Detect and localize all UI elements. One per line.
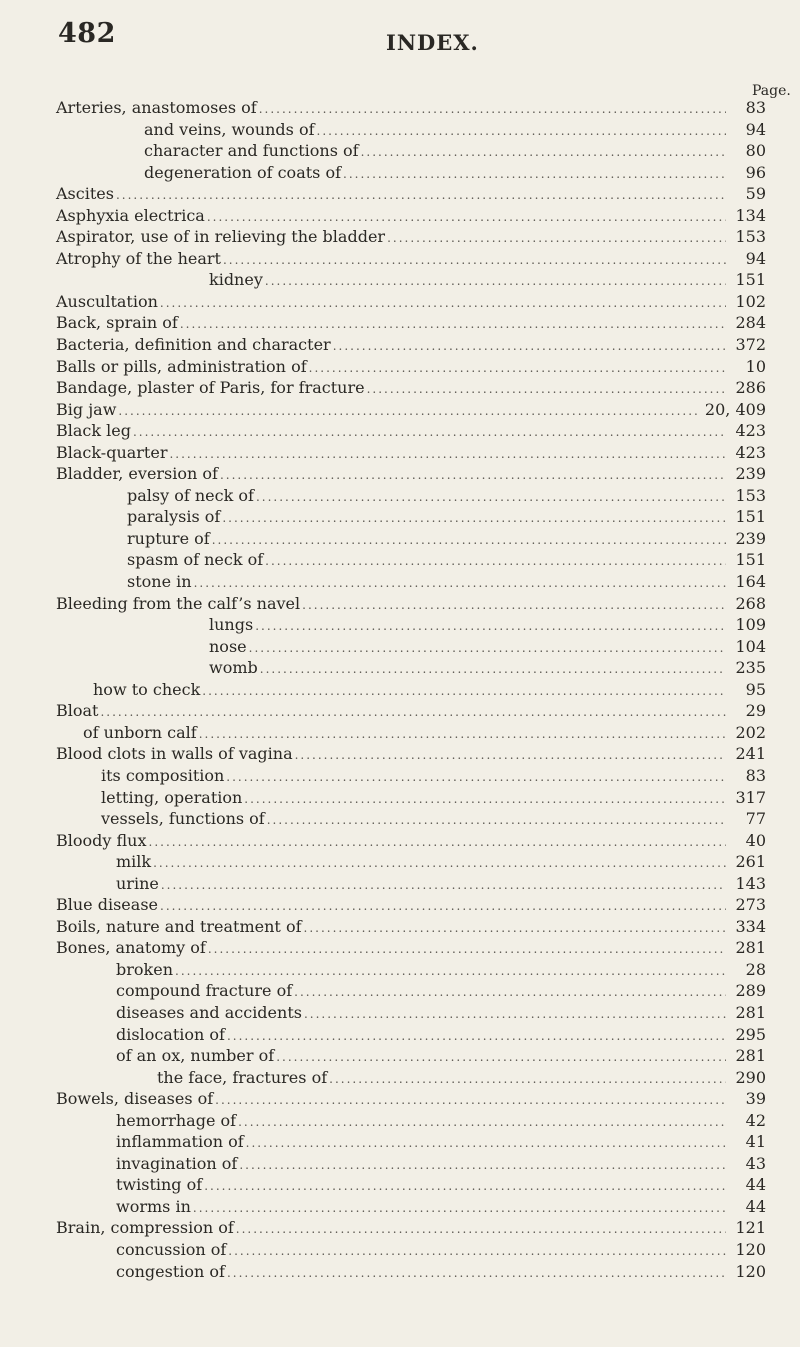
index-entry: [56, 743, 766, 765]
index-entry: [56, 1002, 766, 1024]
entry-term: invagination of: [116, 1153, 238, 1173]
index-entry: [56, 851, 766, 873]
dot-leader: [236, 1219, 726, 1241]
dot-leader: [228, 1241, 726, 1263]
entry-page: 164: [735, 572, 766, 592]
entry-page: 281: [735, 1002, 766, 1022]
dot-leader: [239, 1155, 726, 1177]
index-entry: [56, 593, 766, 615]
entry-page: 317: [735, 787, 766, 807]
entry-page: 334: [735, 916, 766, 936]
dot-leader: [265, 271, 726, 293]
entry-page: 104: [735, 636, 766, 656]
dot-leader: [215, 1090, 726, 1112]
entry-term: Black leg: [56, 421, 131, 441]
entry-page: 94: [745, 248, 766, 268]
dot-leader: [133, 422, 726, 444]
entry-page: 80: [745, 141, 766, 161]
index-entry: [56, 162, 766, 184]
entry-page: 153: [735, 485, 766, 505]
index-entry: [56, 1110, 766, 1132]
entry-page: 284: [735, 313, 766, 333]
dot-leader: [227, 1026, 726, 1048]
entry-term: how to check: [93, 679, 201, 699]
entry-term: Ascites: [56, 184, 114, 204]
index-entry: [56, 1153, 766, 1175]
dot-leader: [343, 164, 726, 186]
entry-page: 77: [745, 809, 766, 829]
entry-term: the face, fractures of: [157, 1067, 328, 1087]
index-entries: [56, 97, 766, 1282]
index-entry: [56, 679, 766, 701]
entry-term: Atrophy of the heart: [56, 248, 221, 268]
index-entry: [56, 1131, 766, 1153]
dot-leader: [294, 982, 726, 1004]
index-entry: [56, 226, 766, 248]
entry-page: 239: [735, 464, 766, 484]
dot-leader: [244, 789, 726, 811]
entry-term: dislocation of: [116, 1024, 225, 1044]
entry-term: vessels, functions of: [101, 809, 265, 829]
entry-page: 59: [745, 184, 766, 204]
dot-leader: [116, 185, 726, 207]
entry-page: 134: [735, 205, 766, 225]
dot-leader: [329, 1069, 726, 1091]
dot-leader: [309, 358, 726, 380]
entry-page: 372: [735, 335, 766, 355]
index-entry: [56, 549, 766, 571]
dot-leader: [149, 832, 726, 854]
entry-term: Aspirator, use of in relieving the bladder: [56, 227, 386, 247]
entry-term: Bleeding from the calf’s navel: [56, 593, 301, 613]
entry-term: broken: [116, 959, 173, 979]
index-entry: [56, 119, 766, 141]
dot-leader: [227, 1263, 726, 1285]
entry-term: nose: [209, 636, 247, 656]
dot-leader: [238, 1112, 726, 1134]
entry-term: urine: [116, 873, 159, 893]
index-entry: [56, 959, 766, 981]
dot-leader: [260, 659, 726, 681]
entry-term: character and functions of: [144, 141, 359, 161]
entry-page: 109: [735, 615, 766, 635]
entry-term: Back, sprain of: [56, 313, 178, 333]
index-entry: [56, 528, 766, 550]
entry-term: paralysis of: [127, 507, 221, 527]
entry-term: lungs: [209, 615, 254, 635]
dot-leader: [249, 638, 726, 660]
entry-page: 102: [735, 291, 766, 311]
index-entry: [56, 1045, 766, 1067]
dot-leader: [333, 336, 726, 358]
entry-term: congestion of: [116, 1261, 225, 1281]
dot-leader: [204, 1176, 726, 1198]
entry-page: 151: [735, 550, 766, 570]
dot-leader: [160, 293, 726, 315]
dot-leader: [207, 207, 726, 229]
page-column-label: Page.: [752, 83, 791, 99]
index-entry: [56, 356, 766, 378]
dot-leader: [276, 1047, 726, 1069]
entry-page: 121: [735, 1218, 766, 1238]
dot-leader: [153, 853, 726, 875]
entry-term: kidney: [209, 270, 263, 290]
entry-term: Big jaw: [56, 399, 117, 419]
dot-leader: [317, 121, 726, 143]
index-entry: [56, 442, 766, 464]
index-entry: [56, 894, 766, 916]
index-entry: [56, 1217, 766, 1239]
entry-term: milk: [116, 852, 152, 872]
index-entry: [56, 614, 766, 636]
dot-leader: [223, 250, 726, 272]
dot-leader: [361, 142, 726, 164]
entry-page: 153: [735, 227, 766, 247]
entry-term: womb: [209, 658, 258, 678]
index-entry: [56, 830, 766, 852]
entry-term: Boils, nature and treatment of: [56, 916, 302, 936]
dot-leader: [208, 939, 726, 961]
index-entry: [56, 1261, 766, 1283]
entry-term: letting, operation: [101, 787, 243, 807]
entry-page: 94: [745, 119, 766, 139]
entry-page: 44: [745, 1175, 766, 1195]
entry-page: 83: [745, 98, 766, 117]
entry-page: 289: [735, 981, 766, 1001]
entry-page: 10: [745, 356, 766, 376]
index-entry: [56, 571, 766, 593]
entry-term: of unborn calf: [83, 722, 197, 742]
dot-leader: [161, 875, 726, 897]
dot-leader: [304, 918, 727, 940]
index-entry: [56, 248, 766, 270]
entry-term: Auscultation: [56, 291, 158, 311]
index-entry: [56, 506, 766, 528]
entry-term: palsy of neck of: [127, 485, 254, 505]
entry-page: 151: [735, 270, 766, 290]
entry-term: Bones, anatomy of: [56, 938, 206, 958]
entry-page: 29: [745, 701, 766, 721]
index-entry: [56, 636, 766, 658]
dot-leader: [212, 530, 726, 552]
entry-term: Bandage, plaster of Paris, for fracture: [56, 378, 365, 398]
entry-page: 43: [745, 1153, 766, 1173]
entry-page: 41: [745, 1132, 766, 1152]
index-entry: [56, 1239, 766, 1261]
index-entry: [56, 205, 766, 227]
dot-leader: [160, 896, 726, 918]
entry-term: Blood clots in walls of vagina: [56, 744, 293, 764]
entry-page: 39: [745, 1089, 766, 1109]
entry-page: 241: [735, 744, 766, 764]
entry-page: 40: [745, 830, 766, 850]
dot-leader: [199, 724, 726, 746]
entry-page: 286: [735, 378, 766, 398]
entry-page: 95: [745, 679, 766, 699]
entry-page: 268: [735, 593, 766, 613]
index-entry: [56, 1196, 766, 1218]
entry-term: Brain, compression of: [56, 1218, 234, 1238]
index-entry: [56, 873, 766, 895]
entry-page: 423: [735, 421, 766, 441]
index-entry: [56, 1067, 766, 1089]
entry-term: Black-quarter: [56, 442, 168, 462]
dot-leader: [193, 1198, 726, 1220]
entry-term: hemorrhage of: [116, 1110, 237, 1130]
index-entry: [56, 399, 766, 421]
entry-page: 290: [735, 1067, 766, 1087]
dot-leader: [302, 595, 726, 617]
index-entry: [56, 787, 766, 809]
page-number: 482: [58, 18, 116, 49]
index-entry: [56, 485, 766, 507]
index-entry: [56, 980, 766, 1002]
entry-page: 20, 409: [704, 399, 766, 419]
index-entry: [56, 722, 766, 744]
index-entry: [56, 183, 766, 205]
index-entry: [56, 916, 766, 938]
entry-term: worms in: [116, 1196, 191, 1216]
entry-term: twisting of: [116, 1175, 203, 1195]
index-entry: [56, 657, 766, 679]
entry-page: 143: [735, 873, 766, 893]
entry-term: diseases and accidents: [116, 1002, 302, 1022]
entry-term: Bloat: [56, 701, 99, 721]
entry-page: 281: [735, 1046, 766, 1066]
index-entry: [56, 700, 766, 722]
index-entry: [56, 97, 766, 119]
dot-leader: [304, 1004, 726, 1026]
entry-page: 44: [745, 1196, 766, 1216]
index-entry: [56, 1174, 766, 1196]
index-entry: [56, 420, 766, 442]
dot-leader: [255, 616, 726, 638]
index-entry: [56, 1088, 766, 1110]
entry-page: 120: [735, 1261, 766, 1281]
dot-leader: [100, 702, 726, 724]
dot-leader: [202, 681, 726, 703]
dot-leader: [169, 444, 726, 466]
index-entry: [56, 291, 766, 313]
index-entry: [56, 937, 766, 959]
index-entry: [56, 765, 766, 787]
entry-page: 96: [745, 162, 766, 182]
entry-term: degeneration of coats of: [144, 162, 342, 182]
entry-term: stone in: [127, 572, 192, 592]
dot-leader: [118, 401, 701, 423]
dot-leader: [180, 314, 726, 336]
dot-leader: [367, 379, 726, 401]
entry-page: 151: [735, 507, 766, 527]
entry-term: its composition: [101, 765, 225, 785]
entry-term: compound fracture of: [116, 981, 293, 1001]
entry-term: Bowels, diseases of: [56, 1089, 214, 1109]
dot-leader: [256, 487, 726, 509]
entry-page: 120: [735, 1239, 766, 1259]
entry-term: Bacteria, definition and character: [56, 335, 331, 355]
entry-term: concussion of: [116, 1239, 227, 1259]
index-entry: [56, 808, 766, 830]
index-entry: [56, 463, 766, 485]
entry-term: Balls or pills, administration of: [56, 356, 307, 376]
entry-page: 235: [735, 658, 766, 678]
dot-leader: [267, 810, 726, 832]
entry-page: 281: [735, 938, 766, 958]
entry-page: 295: [735, 1024, 766, 1044]
entry-term: Bloody flux: [56, 830, 147, 850]
entry-term: inflammation of: [116, 1132, 244, 1152]
entry-page: 423: [735, 442, 766, 462]
entry-term: Blue disease: [56, 895, 158, 915]
dot-leader: [265, 551, 726, 573]
entry-page: 83: [745, 765, 766, 785]
entry-page: 273: [735, 895, 766, 915]
entry-term: of an ox, number of: [116, 1046, 275, 1066]
entry-page: 28: [745, 959, 766, 979]
dot-leader: [295, 745, 726, 767]
dot-leader: [222, 508, 726, 530]
index-entry: [56, 1024, 766, 1046]
entry-term: Arteries, anastomoses of: [56, 98, 257, 117]
entry-page: 202: [735, 722, 766, 742]
dot-leader: [387, 228, 726, 250]
dot-leader: [246, 1133, 726, 1155]
dot-leader: [226, 767, 726, 789]
entry-term: and veins, wounds of: [144, 119, 315, 139]
dot-leader: [194, 573, 726, 595]
entry-term: Asphyxia electrica: [56, 205, 205, 225]
index-entry: [56, 312, 766, 334]
index-entry: [56, 334, 766, 356]
dot-leader: [259, 99, 726, 121]
entry-page: 239: [735, 528, 766, 548]
dot-leader: [175, 961, 726, 983]
dot-leader: [220, 465, 726, 487]
entry-term: rupture of: [127, 528, 210, 548]
running-head: INDEX.: [386, 30, 479, 55]
index-entry: [56, 269, 766, 291]
entry-term: spasm of neck of: [127, 550, 264, 570]
index-entry: [56, 377, 766, 399]
entry-page: 42: [745, 1110, 766, 1130]
entry-term: Bladder, eversion of: [56, 464, 218, 484]
index-entry: [56, 140, 766, 162]
entry-page: 261: [735, 852, 766, 872]
